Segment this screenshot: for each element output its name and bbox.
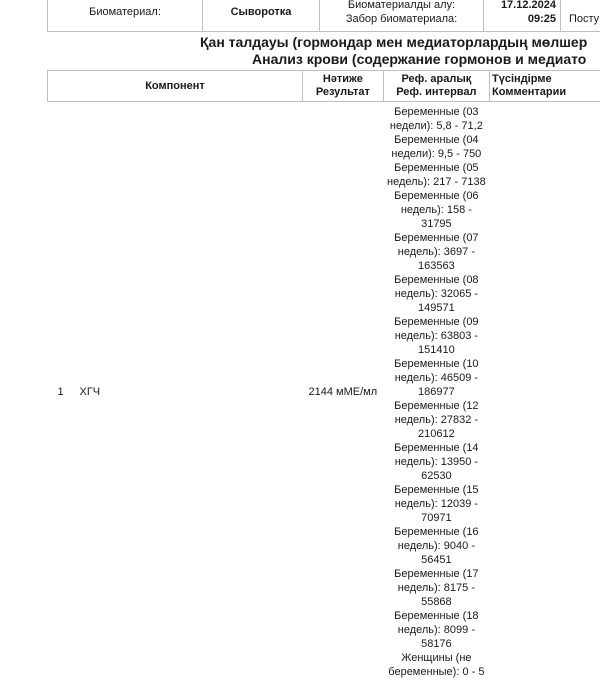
title-ru: Анализ крови (содержание гормонов и медиато (252, 51, 587, 67)
header-result-kz: Нәтиже (322, 73, 363, 85)
component-name: ХГЧ (79, 386, 101, 398)
ref-interval-item: Беременные (04 недели): 9,5 - 750 (391, 134, 482, 160)
header-result-ru: Результат (315, 86, 370, 98)
header-comment-kz: Түсіндірме (492, 73, 552, 85)
title-kz: Қан талдауы (гормондар мен медиаторлардың мөлшер (200, 34, 588, 50)
ref-interval-item: Беременные (08 недель): 32065 - 149571 (394, 274, 479, 314)
ref-interval-item: Беременные (09 недель): 63803 - 151410 (394, 316, 479, 356)
results-header (48, 71, 600, 102)
ref-interval-item: Беременные (17 недель): 8175 - 55868 (394, 568, 479, 608)
ref-interval-item: Беременные (10 недель): 46509 - 186977 (394, 358, 479, 398)
meta-row (48, 0, 600, 32)
collection-label (320, 0, 484, 32)
header-result (302, 71, 383, 102)
ref-interval-item: Беременные (15 недель): 12039 - 70971 (394, 484, 479, 524)
ref-interval-cell (383, 102, 489, 683)
header-ref-kz: Реф. аралық (401, 73, 472, 85)
row-number: 1 (57, 386, 64, 398)
header-ref (383, 71, 489, 102)
collection-date: 17.12.2024 (500, 0, 556, 11)
comment-cell (490, 102, 600, 683)
ref-interval-item: Беременные (18 недель): 8099 - 58176 (394, 610, 479, 650)
collection-datetime (484, 0, 561, 32)
results-body (48, 102, 600, 683)
ref-interval-item: Беременные (06 недель): 158 - 31795 (394, 190, 479, 230)
ref-interval-item: Беременные (05 недель): 217 - 7138 (387, 162, 486, 188)
meta-extra-text: Посту (569, 13, 600, 25)
biomaterial-value: Сыворотка (203, 0, 320, 32)
header-row (48, 71, 600, 102)
component-inner (48, 102, 303, 682)
collection-time: 09:25 (527, 13, 556, 25)
result-value: 2144 мМЕ/мл (308, 386, 378, 398)
ref-interval-item: Беременные (07 недель): 3697 - 163563 (394, 232, 479, 272)
meta-table (47, 0, 600, 32)
biomaterial-label: Биоматериал: (48, 0, 203, 32)
component-cell (48, 102, 303, 683)
ref-interval-item: Беременные (12 недель): 27832 - 210612 (394, 400, 479, 440)
results-table (47, 70, 600, 682)
meta-extra-label (561, 0, 600, 32)
header-component: Компонент (48, 71, 303, 102)
ref-interval-item: Женщины (не беременные): 0 - 5 (388, 652, 485, 678)
header-ref-ru: Реф. интервал (396, 86, 477, 98)
table-row (48, 102, 600, 683)
header-comment-ru: Комментарии (492, 86, 567, 98)
header-comment (490, 71, 600, 102)
ref-interval-item: Беременные (14 недель): 13950 - 62530 (394, 442, 479, 482)
ref-interval-item: Беременные (16 недель): 9040 - 56451 (394, 526, 479, 566)
report-title (0, 31, 600, 71)
collection-label-kz: Биоматериалды алу: (347, 0, 456, 11)
ref-interval-item: Беременные (03 недели): 5,8 - 71,2 (389, 106, 483, 132)
collection-label-ru: Забор биоматериала: (345, 13, 458, 25)
